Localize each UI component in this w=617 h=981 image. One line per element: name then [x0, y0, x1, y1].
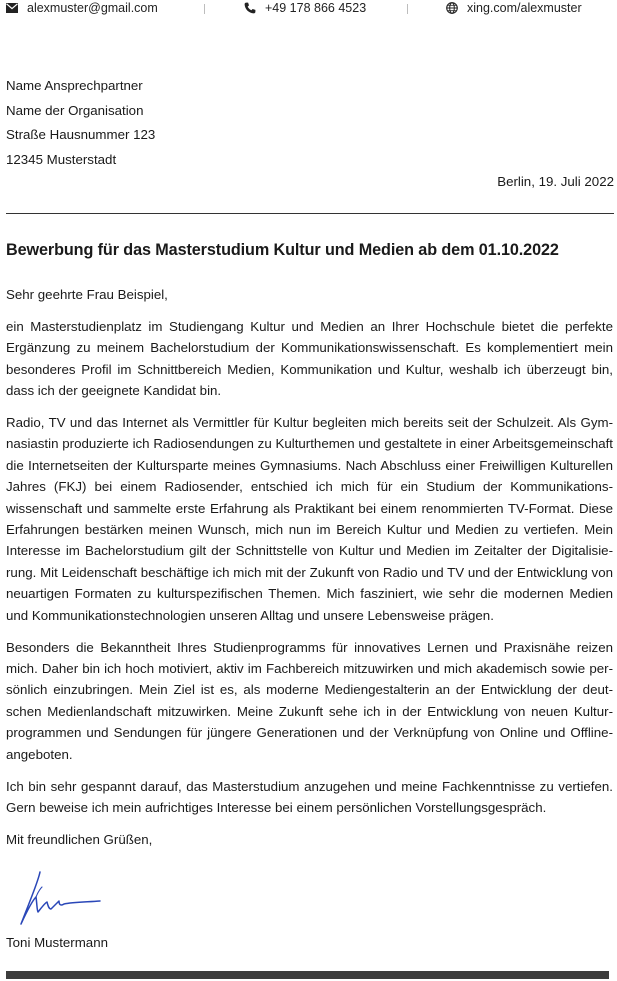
contact-separator	[407, 4, 408, 14]
web-text: xing.com/alexmuster	[467, 1, 582, 15]
signature-image	[18, 868, 104, 930]
recipient-line: Name der Organisation	[6, 102, 144, 118]
salutation: Sehr geehrte Frau Beispiel,	[6, 287, 168, 302]
letter-body	[6, 284, 613, 861]
recipient-line: 12345 Musterstadt	[6, 151, 117, 167]
signer-name: Toni Mustermann	[6, 935, 108, 950]
recipient-line: Straße Hausnummer 123	[6, 127, 156, 143]
recipient-address	[6, 74, 155, 172]
body-paragraph: Ich bin sehr gespannt darauf, das Masterstudium anzugehen und meine Fachkenntnisse zu vertiefen. Gern beweise ich mein aufrichtiges Interesse bei einem persönlichen Vorstellungsgespräch.	[6, 778, 613, 815]
divider	[6, 213, 614, 214]
contact-web[interactable]	[446, 1, 582, 15]
contact-separator	[204, 4, 205, 14]
signature	[18, 868, 104, 935]
letter-subject: Bewerbung für das Masterstudium Kultur und Medien ab dem 01.10.2022	[6, 241, 559, 259]
body-paragraph: Besonders die Bekanntheit Ihres Studienprogramms für innovatives Lernen und Praxisnähe reizen mich. Daher bin ich hoch motiviert, aktiv im Fachbereich mitzuwirken und mich akademisch sowie persönlich einzubringen. Mein Ziel ist es, als moderne Mediengestalterin an der Entwicklung der deutschen Medienlandschaft mitzuwirken. Meine Zukunft sehe ich in der Entwicklung von neuen Kulturprogrammen und Sendungen für jüngere Generationen und der Verknüpfung von Online und Offlineangeboten.	[6, 639, 613, 762]
phone-text: +49 178 866 4523	[265, 1, 367, 15]
email-text: alexmuster@gmail.com	[27, 1, 158, 15]
recipient-line: Name Ansprechpartner	[6, 78, 143, 93]
contact-bar	[0, 0, 617, 18]
envelope-icon	[6, 3, 18, 13]
phone-icon	[244, 2, 256, 14]
body-paragraph: ein Masterstudienplatz im Studiengang Kultur und Medien an Ihrer Hochschule bietet die perfekte Ergänzung zu meinem Bachelorstudium der Kommunikationswissenschaft. Es komplementiert mein besonderes Profil im Schnittbereich Medien, Kommunikation und Kultur, weshalb ich überzeugt bin, dass ich der geeignete Kandidat bin.	[6, 318, 613, 399]
letter-date: Berlin, 19. Juli 2022	[497, 174, 614, 189]
contact-phone[interactable]	[244, 1, 366, 15]
contact-email[interactable]	[6, 1, 158, 15]
body-paragraph: Radio, TV und das Internet als Vermittler für Kultur begleiten mich bereits seit der Schulzeit. Als Gymnasiastin produzierte ich Radiosendungen zu Kulturthemen und gestaltete in einer Arbeitsgemeinschaft die Internetseiten der Kultursparte meines Gymnasiums. Nach Abschluss einer Freiwilligen Kulturellen Jahres (FKJ) bei einem Radiosender, entschied ich mich für ein Studium der Kommunikationswissenschaft und sammelte erste Erfahrung als Praktikant bei einem renommierten TV-Format. Diese Erfahrungen bestärken meinen Wunsch, mich nun im Bereich Kultur und Medien zu vertiefen. Mein Interesse im Bachelorstudium gilt der Schnittstelle von Kultur und Medien im Zeitalter der Digitalisierung. Mit Leidenschaft beschäftige ich mich mit der Zukunft von Radio und TV und der Entwicklung von neuartigen Formaten zu kulturspezifischen Themen. Mich fasziniert, wie sehr die modernen Medien und Kommunikationstechnologien unseren Alltag und unsere Lebensweise prägen.	[6, 415, 613, 623]
globe-icon	[446, 2, 458, 14]
footer-bar	[6, 971, 609, 979]
closing: Mit freundlichen Grüßen,	[6, 831, 153, 847]
